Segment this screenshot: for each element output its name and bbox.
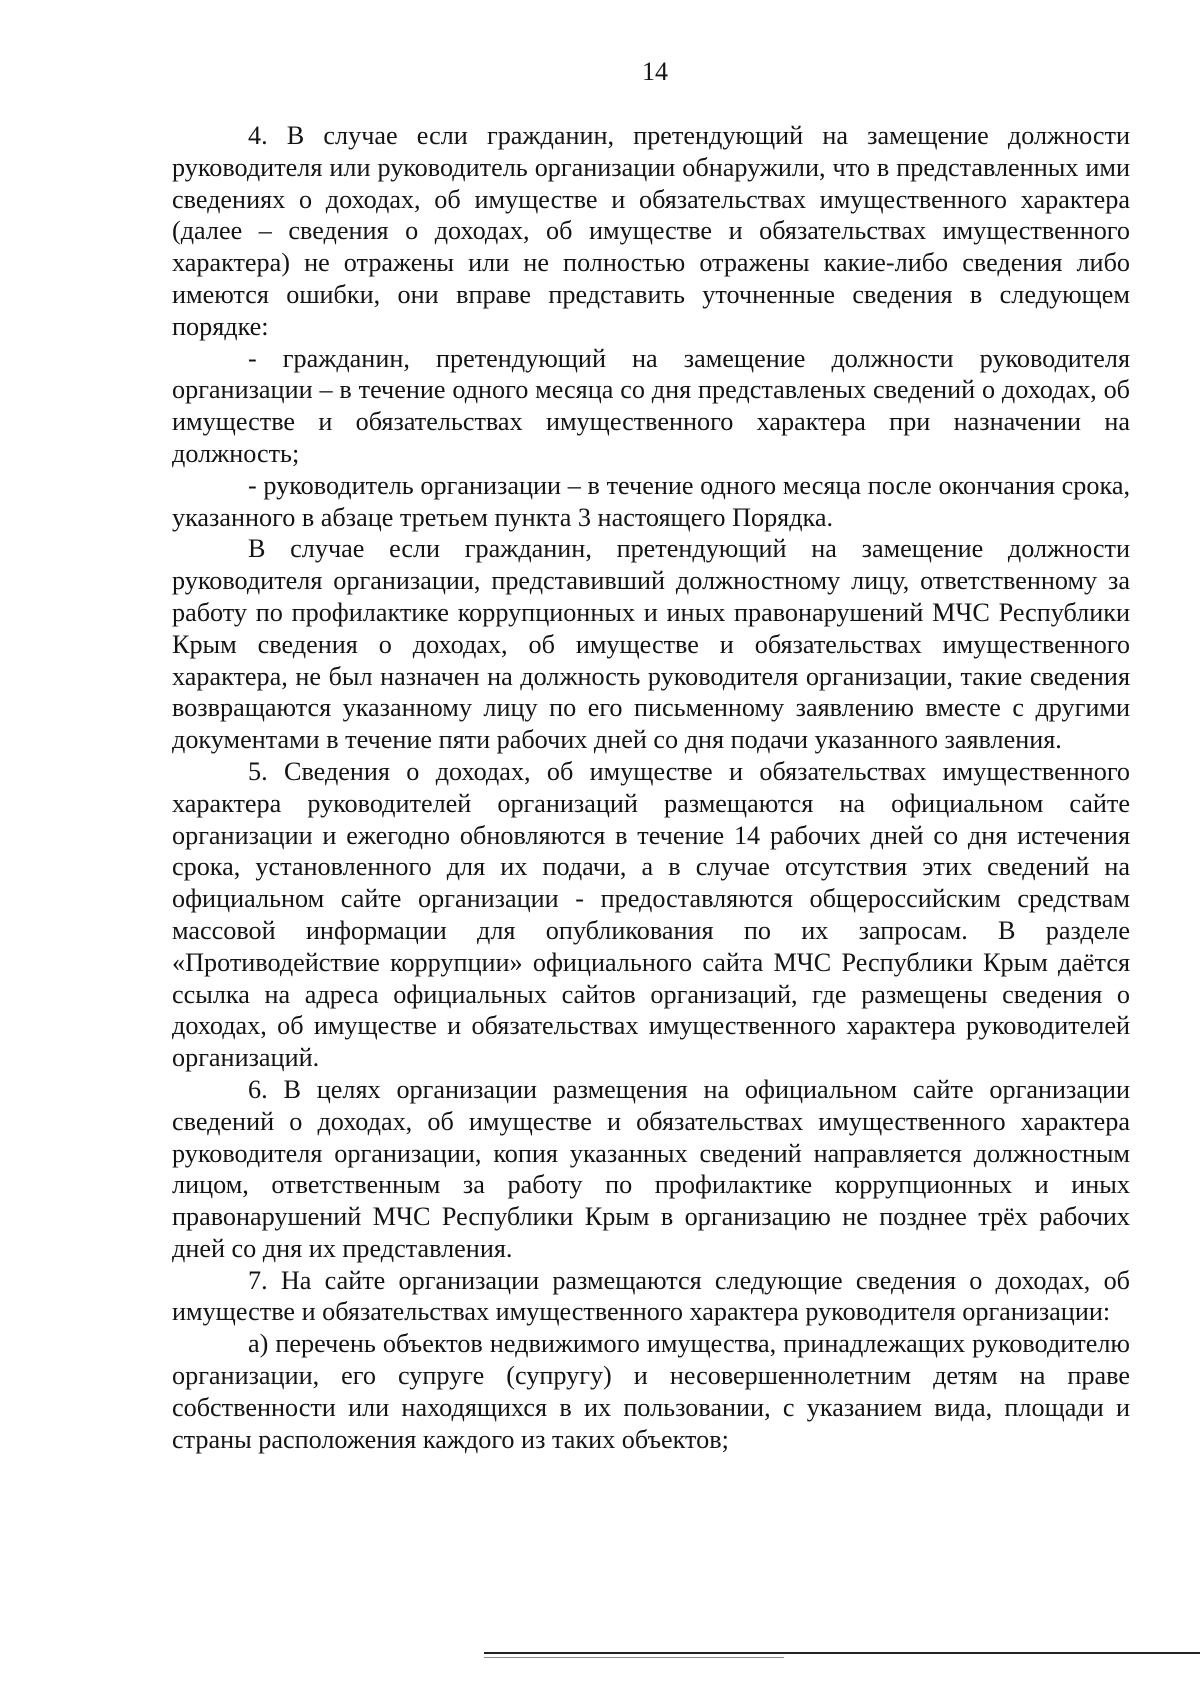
paragraph-6: 6. В целях организации размещения на официальном сайте организации сведений о доходах, об имуществе и обязательствах имущественного характера руководителя организации, копия указанных сведений направляется должностным лицом, ответственным за работу по профилактике коррупционных и иных правонарушений МЧС Республики Крым в организацию не позднее трёх рабочих дней со дня их представления. — [172, 1074, 1130, 1263]
paragraph-7: 7. На сайте организации размещаются следующие сведения о доходах, об имуществе и обязательствах имущественного характера руководителя организации: — [172, 1265, 1130, 1327]
footer-divider-shadow — [484, 1657, 784, 1658]
paragraph-5: 5. Сведения о доходах, об имуществе и обязательствах имущественного характера руководителей организаций размещаются на официальном сайте организации и ежегодно обновляются в течение 14 рабочих дней со дня истечения срока, установленного для их подачи, а в случае отсутствия этих сведений на официальном сайте организации - предоставляются общероссийским средствам массовой информации для опубликования по их запросам. В разделе «Противодействие коррупции» официального сайта МЧС Республики Крым даётся ссылка на адреса официальных сайтов организаций, где размещены сведения о доходах, об имуществе и обязательствах имущественного характера руководителей организаций. — [172, 756, 1130, 1073]
document-body — [172, 120, 1130, 1455]
paragraph-7-item-a: а) перечень объектов недвижимого имущества, принадлежащих руководителю организации, его супруге (супругу) и несовершеннолетним детям на праве собственности или находящихся в их пользовании, с указанием вида, площади и страны расположения каждого из таких объектов; — [172, 1329, 1130, 1454]
paragraph-4-return-info: В случае если гражданин, претендующий на замещение должности руководителя организации, представивший должностному лицу, ответственному за работу по профилактике коррупционных и иных правонарушений МЧС Республики Крым сведения о доходах, об имуществе и обязательствах имущественного характера, не был назначен на должность руководителя организации, такие сведения возвращаются указанному лицу по его письменному заявлению вместе с другими документами в течение пяти рабочих дней со дня подачи указанного заявления. — [172, 534, 1130, 755]
page-number: 14 — [642, 57, 668, 86]
paragraph-4: 4. В случае если гражданин, претендующий на замещение должности руководителя или руководитель организации обнаружили, что в представленных ими сведениях о доходах, об имуществе и обязательствах имущественного характера (далее – сведения о доходах, об имуществе и обязательствах имущественного характера) не отражены или не полностью отражены какие-либо сведения либо имеются ошибки, они вправе представить уточненные сведения в следующем порядке: — [172, 121, 1130, 341]
footer-divider — [484, 1652, 1200, 1654]
paragraph-4-item-head: - руководитель организации – в течение одного месяца после окончания срока, указанного в абзаце третьем пункта 3 настоящего Порядка. — [172, 470, 1130, 532]
paragraph-4-item-citizen: - гражданин, претендующий на замещение должности руководителя организации – в течение одного месяца со дня представленых сведений о доходах, об имуществе и обязательствах имущественного характера при назначении на должность; — [172, 343, 1130, 468]
